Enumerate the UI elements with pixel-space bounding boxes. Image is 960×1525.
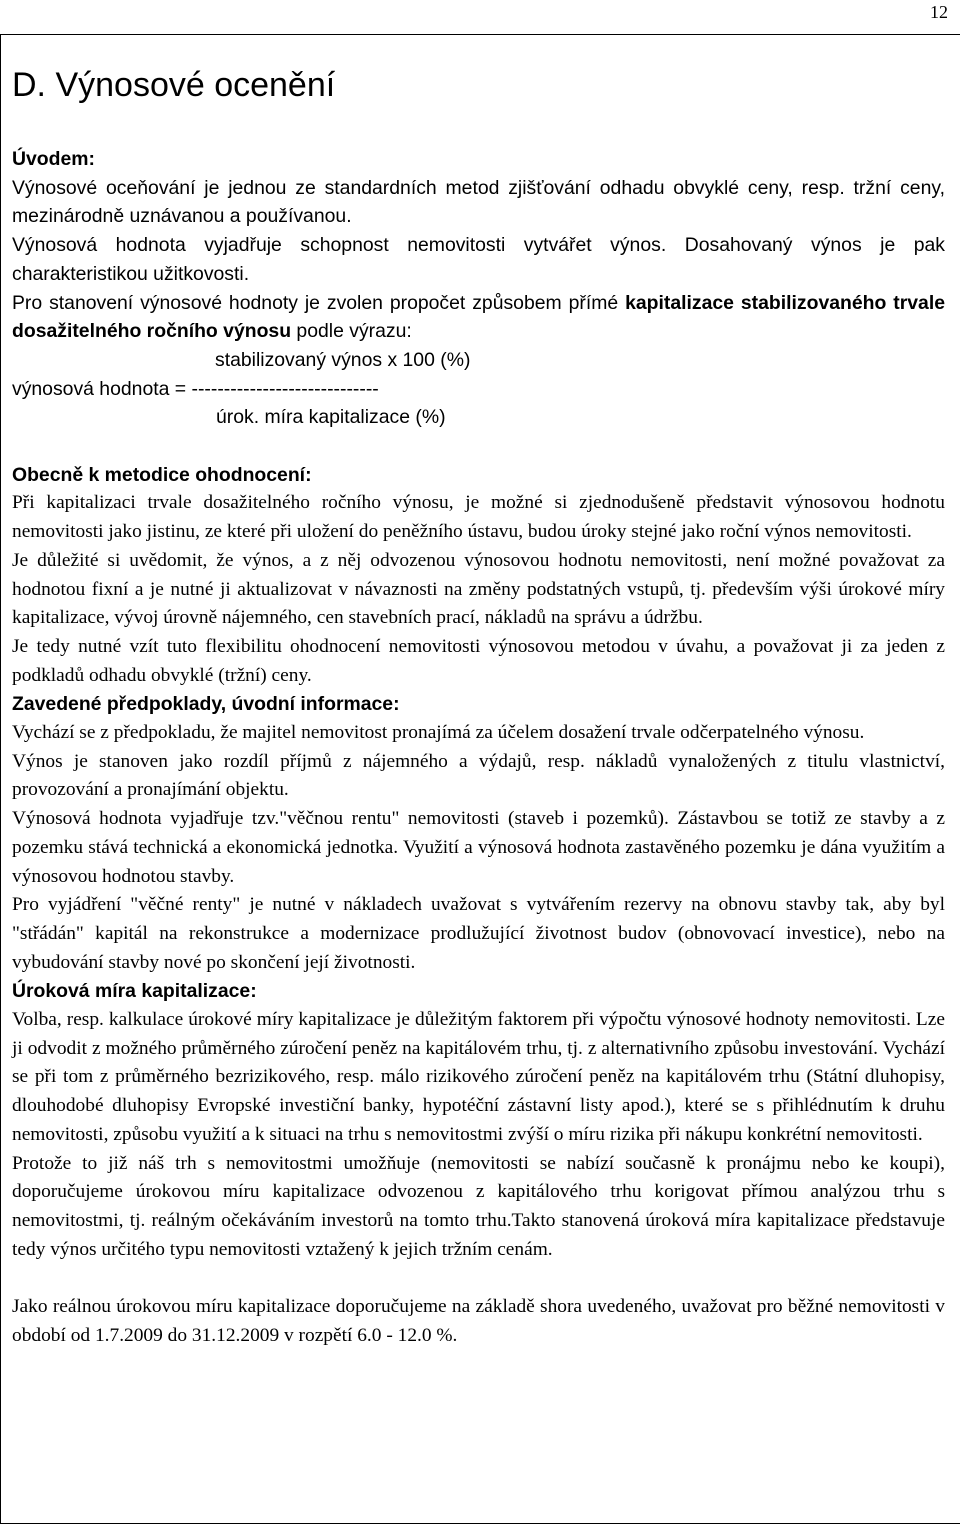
bottom-rule — [0, 1523, 960, 1524]
left-rule — [0, 34, 1, 1524]
document-body — [12, 145, 945, 1351]
methodology-paragraph-1: Při kapitalizaci trvale dosažitelného ročního výnosu, je možné si zjednodušeně představit výnosovou hodnotu nemovitosti jako jistinu, ze které při uložení do peněžního ústavu, budou úroky stejné jako roční výnos nemovitosti. — [12, 492, 945, 543]
formula-numerator: stabilizovaný výnos x 100 (%) — [215, 348, 471, 371]
page-title: D. Výnosové ocenění — [12, 66, 336, 104]
methodology-paragraph-3: Je tedy nutné vzít tuto flexibilitu ohodnocení nemovitosti výnosovou metodou v úvahu, a považovat ji za jeden z podkladů odhadu obvyklé (tržní) ceny. — [12, 635, 945, 686]
spacer — [12, 1264, 945, 1293]
intro-paragraph-3-start: Pro stanovení výnosové hodnoty je zvolen propočet způsobem přímé — [12, 291, 626, 314]
intro-heading: Úvodem: — [12, 148, 95, 170]
formula-lhs: výnosová hodnota = ----------------------------- — [12, 377, 379, 400]
rate-paragraph-1: Volba, resp. kalkulace úrokové míry kapitalizace je důležitým faktorem při výpočtu výnosové hodnoty nemovitosti. Lze ji odvodit z možného průměrného zúročení peněz na kapitálovém trhu, tj. z alternativního způsobu investování. Vychází se při tom z průměrného bezrizikového, resp. málo rizikového zúročení peněz na kapitálovém trhu (Státní dluhopisy, dlouhodobé dluhopisy Evropské investiční banky, hypotéční zástavní listy apod.), které se s přihlédnutím k druhu nemovitosti, způsobu využití a k situaci na trhu s nemovitostmi zvýší o míru rizika při nákupu konkrétní nemovitosti. — [12, 1009, 945, 1145]
methodology-heading: Obecně k metodice ohodnocení: — [12, 463, 312, 486]
formula-denominator: úrok. míra kapitalizace (%) — [216, 406, 446, 429]
assumptions-paragraph-2: Výnos je stanoven jako rozdíl příjmů z nájemného a výdajů, resp. nákladů vynaložených z titulu vlastnictví, provozování a pronajímání objektu. — [12, 750, 945, 801]
intro-paragraph-3 — [12, 289, 945, 346]
rate-paragraph-3: Jako reálnou úrokovou míru kapitalizace doporučujeme na základě shora uvedeného, uvažovat pro běžné nemovitosti v období od 1.7.2009 do 31.12.2009 v rozpětí 6.0 - 12.0 %. — [12, 1296, 945, 1346]
methodology-paragraph-2: Je důležité si uvědomit, že výnos, a z něj odvozenou výnosovou hodnotu nemovitosti, není možné považovat za hodnotou fixní a je nutné ji aktualizovat v návaznosti na změny podstatných vstupů, tj. především výši úrokové míry kapitalizace, vývoj úrovně nájemného, cen stavebních prací, nákladů na správu a údržbu. — [12, 549, 945, 629]
intro-paragraph-2: Výnosová hodnota vyjadřuje schopnost nemovitosti vytvářet výnos. Dosahovaný výnos je pak charakteristikou užitkovosti. — [12, 234, 945, 285]
assumptions-paragraph-1: Vychází se z předpokladu, že majitel nemovitost pronajímá za účelem dosažení trvale odčerpatelného výnosu. — [12, 722, 865, 744]
assumptions-paragraph-3: Výnosová hodnota vyjadřuje tzv."věčnou rentu" nemovitosti (staveb i pozemků). Zástavbou se totiž ze stavby a z pozemku stává technická a ekonomická jednotka. Využití a výnosová hodnota zastavěného pozemku je dána využitím a výnosovou hodnotou stavby. — [12, 808, 945, 887]
rate-paragraph-2: Protože to již náš trh s nemovitostmi umožňuje (nemovitosti se nabízí současně k pronájmu nebo ke koupi), doporučujeme úrokovou míru kapitalizace odvozenou z kapitálového trhu korigovat přímou analýzou trhu s nemovitostmi, tj. reálným očekáváním investorů na tomto trhu.Takto stanovená úroková míra kapitalizace představuje tedy výnos určitého typu nemovitosti vztažený k jejich tržním cenám. — [12, 1152, 945, 1260]
intro-paragraph-1: Výnosové oceňování je jednou ze standardních metod zjišťování odhadu obvyklé ceny, resp. tržní ceny, mezinárodně uznávanou a používanou. — [12, 176, 945, 228]
assumptions-heading: Zavedené předpoklady, úvodní informace: — [12, 693, 400, 716]
top-rule — [0, 34, 960, 35]
spacer — [12, 432, 945, 461]
assumptions-paragraph-4: Pro vyjádření "věčné renty" je nutné v nákladech uvažovat s vytvářením rezervy na obnovu stavby tak, aby byl "střádán" kapitál na rekonstrukce a modernizace prodlužující životnost budov (obnovovací investice), nebo na vybudování stavby nové po skončení její životnosti. — [12, 894, 945, 973]
intro-paragraph-3-end: podle výrazu: — [291, 320, 412, 343]
intro-paragraph-3-bold: kapitalizace stabilizovaného trvale dosažitelného ročního výnosu — [12, 291, 945, 343]
page-number: 12 — [930, 2, 948, 22]
rate-heading: Úroková míra kapitalizace: — [12, 980, 257, 1003]
